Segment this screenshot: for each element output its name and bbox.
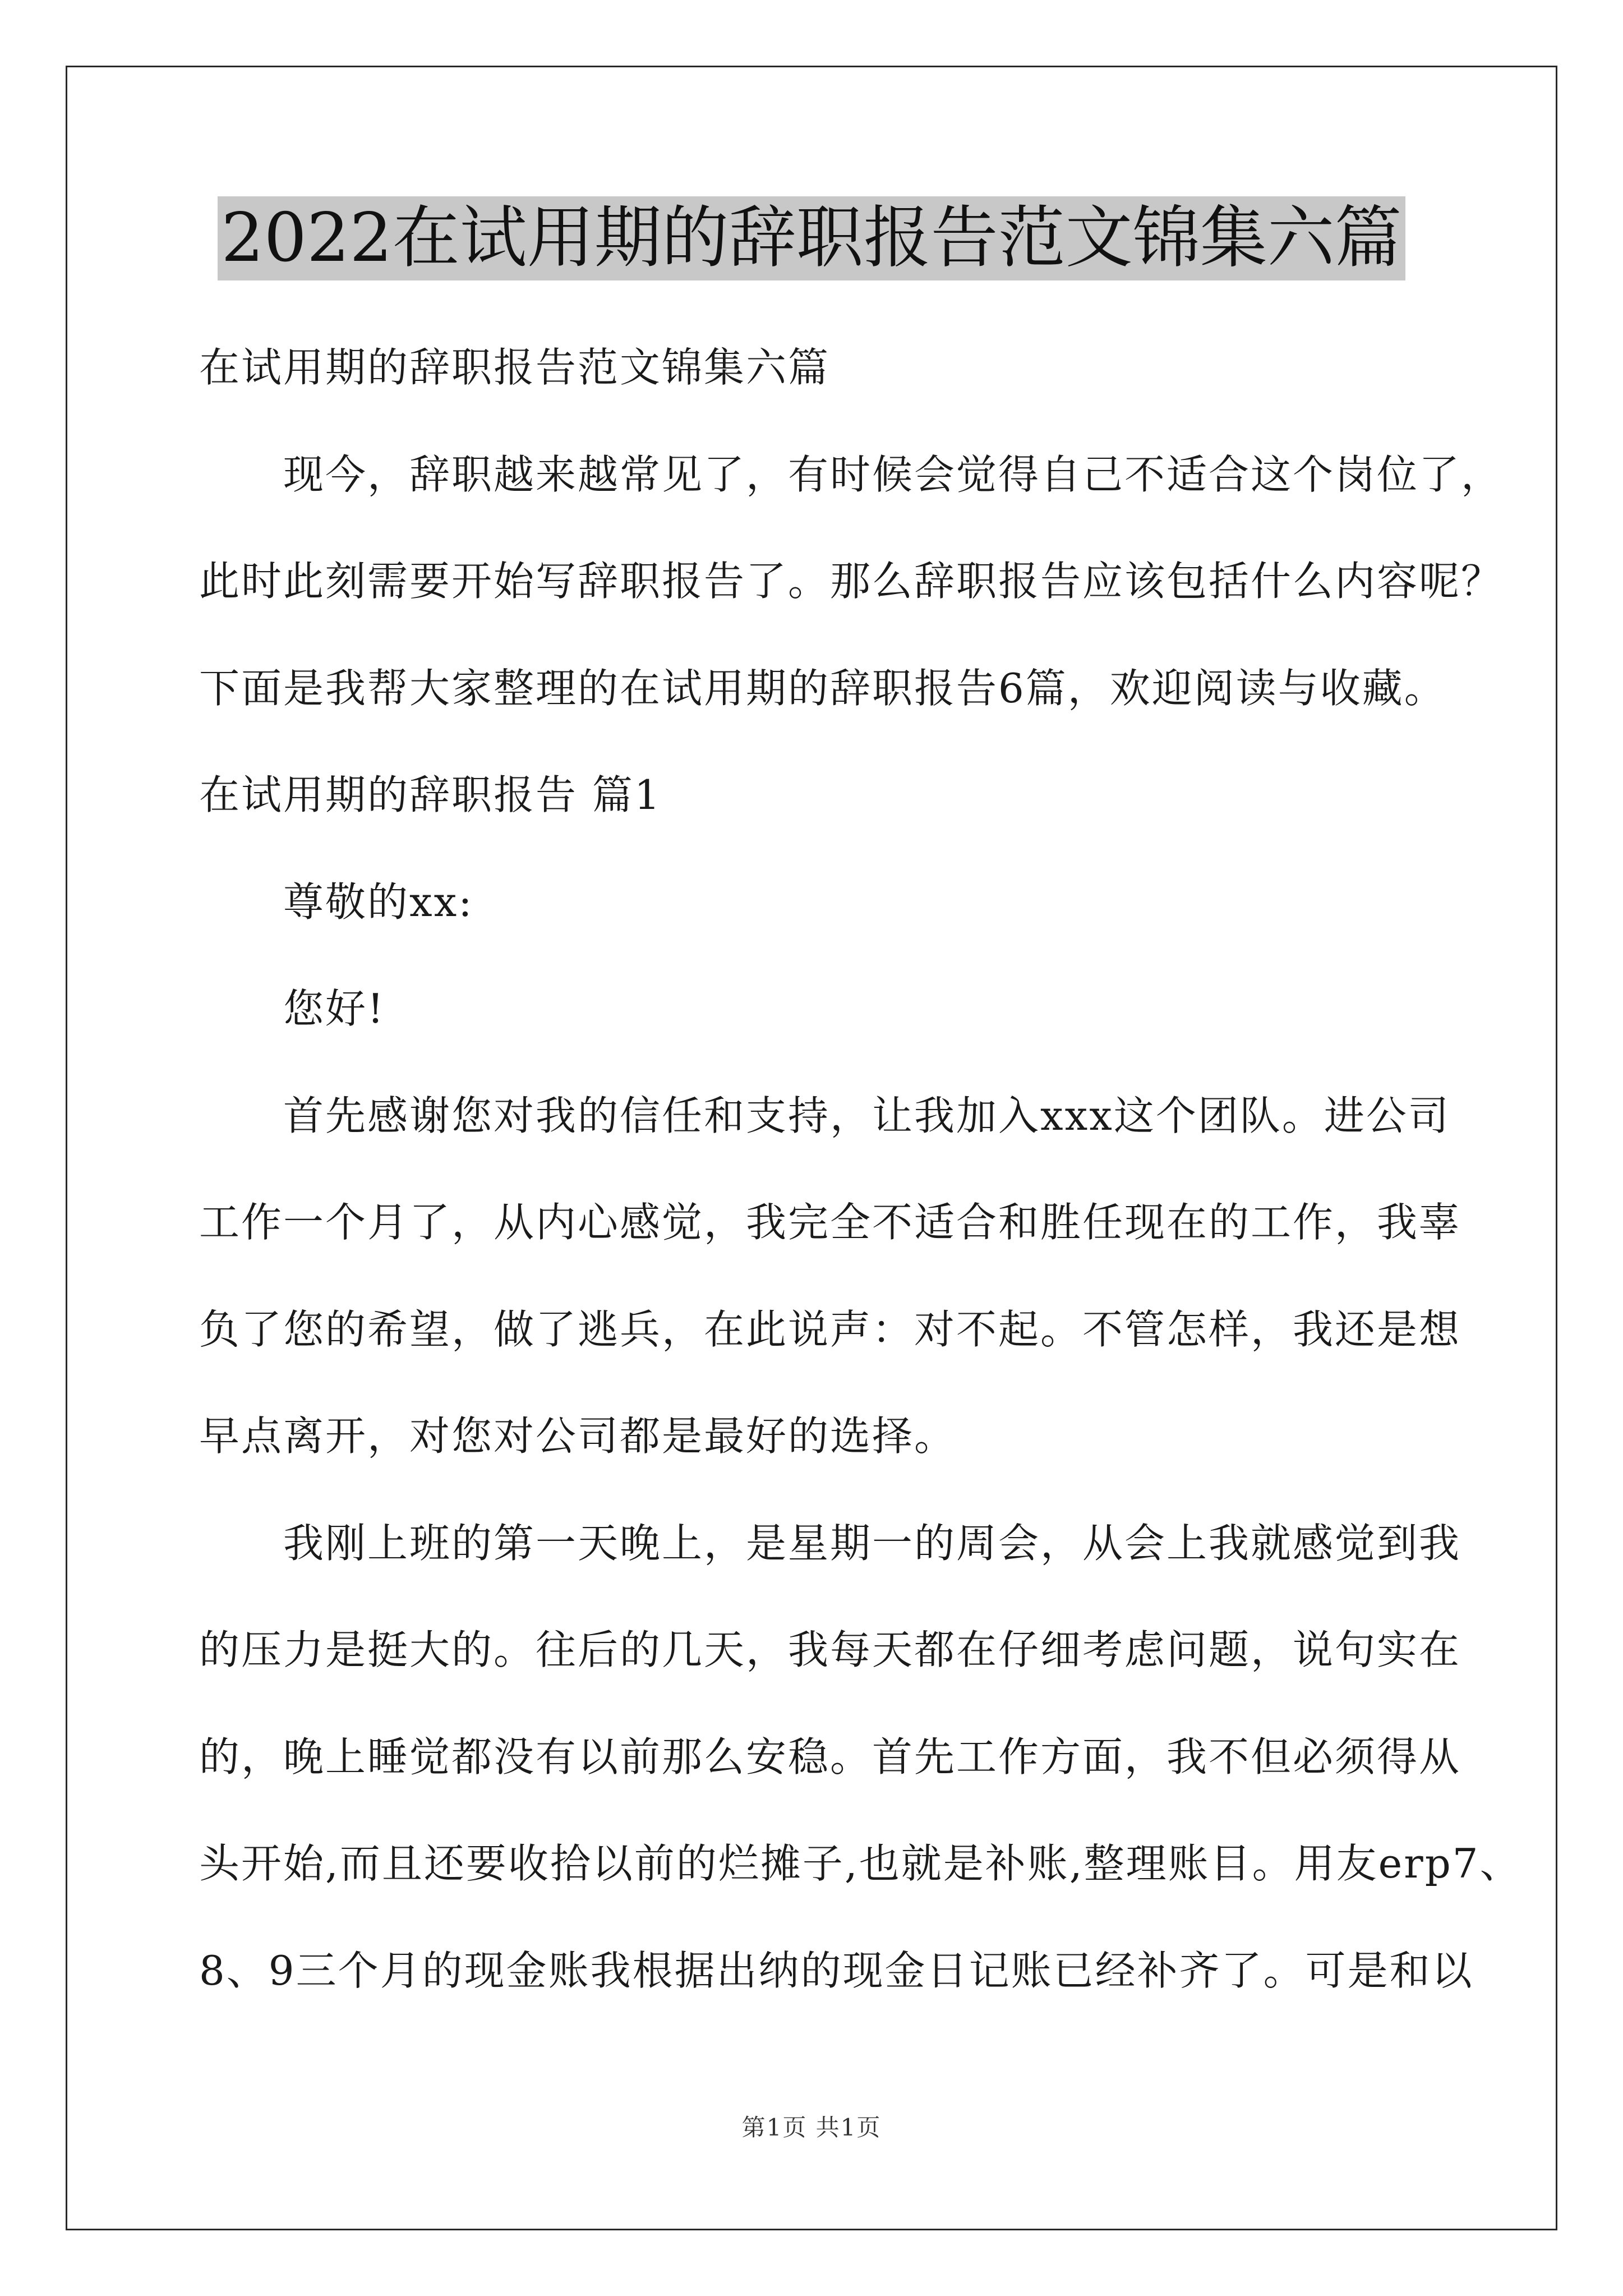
text-line: 工作一个月了，从内心感觉，我完全不适合和胜任现在的工作，我辜: [199, 1199, 1461, 1246]
text-line: 下面是我帮大家整理的在试用期的辞职报告6篇，欢迎阅读与收藏。: [199, 664, 1446, 712]
text-line: 首先感谢您对我的信任和支持，让我加入xxx这个团队。进公司: [283, 1092, 1450, 1139]
text-line: 的压力是挺大的。往后的几天，我每天都在仔细考虑问题，说句实在: [199, 1626, 1461, 1673]
text-line: 早点离开，对您对公司都是最好的选择。: [199, 1412, 957, 1460]
text-line: 现今，辞职越来越常见了，有时候会觉得自己不适合这个岗位了，: [283, 450, 1504, 498]
document-body: [199, 314, 1522, 2024]
text-line: 头开始,而且还要收拾以前的烂摊子,也就是补账,整理账目。用友erp7、: [199, 1840, 1522, 1887]
page-footer: 第1页 共1页: [741, 2114, 882, 2141]
text-line: 在试用期的辞职报告 篇1: [199, 771, 662, 818]
text-line: 在试用期的辞职报告范文锦集六篇: [199, 344, 831, 391]
document-title: 2022在试用期的辞职报告范文锦集六篇: [218, 196, 1405, 280]
text-line: 8、9三个月的现金账我根据出纳的现金日记账已经补齐了。可是和以: [199, 1947, 1474, 1994]
title-container: [0, 196, 1623, 280]
text-line: 的，晚上睡觉都没有以前那么安稳。首先工作方面，我不但必须得从: [199, 1733, 1461, 1780]
text-line: 我刚上班的第一天晚上，是星期一的周会，从会上我就感觉到我: [283, 1519, 1461, 1567]
text-line: 尊敬的xx:: [283, 878, 474, 926]
text-line: 您好!: [283, 985, 385, 1032]
text-line: 此时此刻需要开始写辞职报告了。那么辞职报告应该包括什么内容呢？: [199, 558, 1504, 605]
text-line: 负了您的希望，做了逃兵，在此说声：对不起。不管怎样，我还是想: [199, 1305, 1461, 1353]
